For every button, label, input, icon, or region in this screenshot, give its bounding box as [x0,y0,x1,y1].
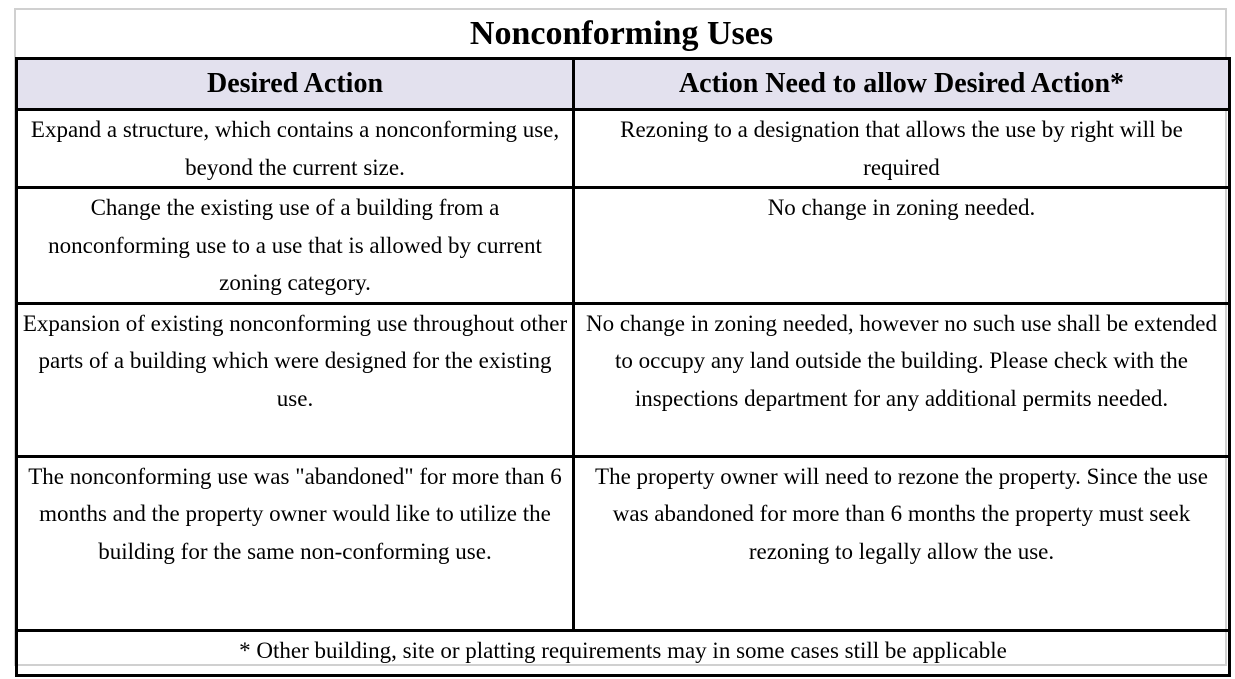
header-row [17,59,1230,110]
footnote: * Other building, site or platting requirements may in some cases still be applicable [17,630,1230,675]
desired-action-cell: Expansion of existing nonconforming use throughout other parts of a building which were designed for the existing use. [17,303,574,456]
page-title: Nonconforming Uses [469,15,774,52]
footnote-row [17,630,1230,675]
column-header-desired-action: Desired Action [17,59,574,110]
table-row [17,110,1230,188]
action-needed-cell: No change in zoning needed, however no such use shall be extended to occupy any land outside the building. Please check with the inspections department for any additional permits needed. [574,303,1230,456]
table-row [17,456,1230,630]
action-needed-cell: No change in zoning needed. [574,188,1230,304]
table-row [17,188,1230,304]
action-needed-cell: The property owner will need to rezone the property. Since the use was abandoned for more than 6 months the property must seek rezoning to legally allow the use. [574,456,1230,630]
desired-action-cell: Expand a structure, which contains a nonconforming use, beyond the current size. [17,110,574,188]
action-needed-cell: Rezoning to a designation that allows the use by right will be required [574,110,1230,188]
nonconforming-uses-table [15,57,1231,677]
desired-action-cell: The nonconforming use was "abandoned" for more than 6 months and the property owner would like to utilize the building for the same non-conforming use. [17,456,574,630]
desired-action-cell: Change the existing use of a building from a nonconforming use to a use that is allowed by current zoning category. [17,188,574,304]
column-header-action-needed: Action Need to allow Desired Action* [574,59,1230,110]
table-row [17,303,1230,456]
